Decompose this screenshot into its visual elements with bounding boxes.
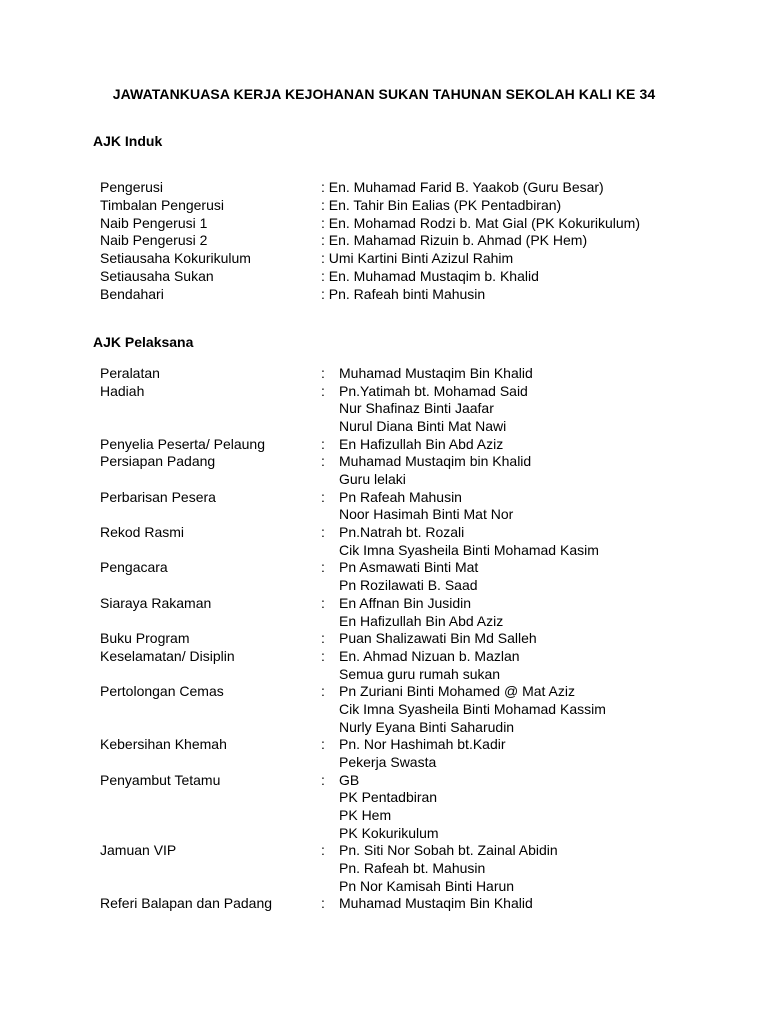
pelaksana-colon: : (321, 594, 325, 611)
pelaksana-member-value: Nurly Eyana Binti Saharudin (339, 718, 515, 735)
pelaksana-row (0, 383, 768, 401)
pelaksana-colon: : (321, 488, 325, 505)
induk-row (0, 286, 768, 304)
induk-member-value: : En. Mahamad Rizuin b. Ahmad (PK Hem) (321, 232, 588, 249)
pelaksana-member-value: PK Pentadbiran (339, 789, 438, 806)
pelaksana-member-value: Pn Rozilawati B. Saad (339, 577, 478, 594)
pelaksana-row (0, 825, 768, 843)
induk-row (0, 250, 768, 268)
pelaksana-member-value: Muhamad Mustaqim Bin Khalid (339, 895, 533, 912)
pelaksana-colon: : (321, 559, 325, 576)
pelaksana-row (0, 595, 768, 613)
pelaksana-row (0, 400, 768, 418)
pelaksana-colon: : (321, 435, 325, 452)
pelaksana-member-value: PK Kokurikulum (339, 824, 439, 841)
pelaksana-duty-label: Buku Program (100, 630, 190, 647)
pelaksana-colon: : (321, 683, 325, 700)
pelaksana-row (0, 736, 768, 754)
pelaksana-row (0, 719, 768, 737)
pelaksana-member-value: Cik Imna Syasheila Binti Mohamad Kasim (339, 541, 599, 558)
pelaksana-row (0, 842, 768, 860)
pelaksana-member-value: Muhamad Mustaqim bin Khalid (339, 453, 532, 470)
pelaksana-member-value: Pn. Siti Nor Sobah bt. Zainal Abidin (339, 842, 558, 859)
pelaksana-member-value: Cik Imna Syasheila Binti Mohamad Kassim (339, 700, 606, 717)
pelaksana-colon: : (321, 895, 325, 912)
pelaksana-row (0, 789, 768, 807)
pelaksana-colon: : (321, 771, 325, 788)
pelaksana-member-value: Pn. Nor Hashimah bt.Kadir (339, 736, 506, 753)
pelaksana-duty-label: Siaraya Rakaman (100, 594, 212, 611)
pelaksana-row (0, 701, 768, 719)
pelaksana-duty-label: Kebersihan Khemah (100, 736, 227, 753)
pelaksana-member-value: En Hafizullah Bin Abd Aziz (339, 435, 504, 452)
pelaksana-member-value: Pekerja Swasta (339, 753, 437, 770)
induk-row (0, 232, 768, 250)
pelaksana-duty-label: Referi Balapan dan Padang (100, 895, 273, 912)
induk-role-label: Bendahari (100, 285, 164, 302)
pelaksana-row (0, 683, 768, 701)
pelaksana-member-value: Nurul Diana Binti Mat Nawi (339, 418, 507, 435)
pelaksana-row (0, 860, 768, 878)
pelaksana-member-value: Pn.Natrah bt. Rozali (339, 524, 465, 541)
pelaksana-duty-label: Peralatan (100, 365, 160, 381)
pelaksana-row (0, 807, 768, 825)
pelaksana-member-value: Puan Shalizawati Bin Md Salleh (339, 630, 537, 647)
pelaksana-member-value: Pn Nor Kamisah Binti Harun (339, 877, 515, 894)
pelaksana-row (0, 666, 768, 684)
pelaksana-duty-label: Jamuan VIP (100, 842, 177, 859)
pelaksana-member-value: En Hafizullah Bin Abd Aziz (339, 612, 504, 629)
induk-role-label: Naib Pengerusi 2 (100, 232, 208, 249)
pelaksana-colon: : (321, 647, 325, 664)
pelaksana-member-value: Muhamad Mustaqim Bin Khalid (339, 365, 533, 381)
pelaksana-member-value: Semua guru rumah sukan (339, 665, 501, 682)
induk-member-value: : En. Muhamad Farid B. Yaakob (Guru Besar) (321, 179, 604, 195)
pelaksana-duty-label: Keselamatan/ Disiplin (100, 647, 235, 664)
pelaksana-member-value: Pn.Yatimah bt. Mohamad Said (339, 382, 528, 399)
pelaksana-row (0, 453, 768, 471)
pelaksana-row (0, 577, 768, 595)
induk-member-value: : En. Muhamad Mustaqim b. Khalid (321, 268, 539, 284)
induk-role-label: Timbalan Pengerusi (100, 196, 224, 213)
pelaksana-row (0, 365, 768, 383)
pelaksana-member-value: Pn. Rafeah bt. Mahusin (339, 860, 486, 877)
induk-row (0, 215, 768, 233)
pelaksana-duty-label: Perbarisan Pesera (100, 488, 216, 505)
pelaksana-duty-label: Rekod Rasmi (100, 524, 185, 541)
pelaksana-row (0, 613, 768, 631)
pelaksana-member-value: En. Ahmad Nizuan b. Mazlan (339, 647, 520, 664)
induk-member-value: : En. Mohamad Rodzi b. Mat Gial (PK Kokurikulum) (321, 214, 641, 231)
pelaksana-colon: : (321, 382, 325, 399)
pelaksana-colon: : (321, 524, 325, 541)
pelaksana-row (0, 471, 768, 489)
pelaksana-row (0, 630, 768, 648)
pelaksana-colon: : (321, 453, 325, 470)
pelaksana-colon: : (321, 736, 325, 753)
pelaksana-duty-label: Hadiah (100, 382, 145, 399)
pelaksana-row (0, 489, 768, 507)
pelaksana-member-value: Pn Asmawati Binti Mat (339, 559, 479, 576)
pelaksana-row (0, 418, 768, 436)
section-heading-pelaksana: AJK Pelaksana (93, 334, 194, 350)
document-title: JAWATANKUASA KERJA KEJOHANAN SUKAN TAHUNAN SEKOLAH KALI KE 34 (112, 86, 656, 102)
pelaksana-row (0, 754, 768, 772)
pelaksana-duty-label: Pertolongan Cemas (100, 683, 224, 700)
pelaksana-member-value: Pn Zuriani Binti Mohamed @ Mat Aziz (339, 683, 575, 700)
pelaksana-duty-label: Persiapan Padang (100, 453, 216, 470)
induk-row (0, 197, 768, 215)
pelaksana-duty-label: Penyambut Tetamu (100, 771, 221, 788)
pelaksana-member-value: PK Hem (339, 807, 392, 823)
induk-member-value: : Pn. Rafeah binti Mahusin (321, 285, 486, 302)
pelaksana-row (0, 524, 768, 542)
pelaksana-row (0, 648, 768, 666)
pelaksana-row (0, 772, 768, 790)
section-heading-induk: AJK Induk (93, 133, 163, 149)
induk-role-label: Setiausaha Kokurikulum (100, 250, 251, 267)
pelaksana-colon: : (321, 630, 325, 647)
pelaksana-row (0, 878, 768, 896)
pelaksana-member-value: Pn Rafeah Mahusin (339, 488, 462, 505)
induk-role-label: Pengerusi (100, 179, 164, 195)
induk-member-value: : Umi Kartini Binti Azizul Rahim (321, 250, 514, 267)
pelaksana-row (0, 895, 768, 913)
pelaksana-row (0, 542, 768, 560)
induk-row (0, 179, 768, 197)
pelaksana-colon: : (321, 365, 325, 381)
pelaksana-duty-label: Penyelia Peserta/ Pelaung (100, 435, 265, 452)
pelaksana-row (0, 436, 768, 454)
pelaksana-duty-label: Pengacara (100, 559, 168, 576)
pelaksana-row (0, 506, 768, 524)
pelaksana-member-value: Guru lelaki (339, 471, 406, 488)
induk-role-label: Naib Pengerusi 1 (100, 214, 208, 231)
pelaksana-member-value: Noor Hasimah Binti Mat Nor (339, 506, 514, 523)
pelaksana-member-value: En Affnan Bin Jusidin (339, 594, 472, 611)
induk-role-label: Setiausaha Sukan (100, 268, 214, 284)
induk-member-value: : En. Tahir Bin Ealias (PK Pentadbiran) (321, 196, 562, 213)
pelaksana-row (0, 559, 768, 577)
induk-row (0, 268, 768, 286)
pelaksana-colon: : (321, 842, 325, 859)
pelaksana-member-value: Nur Shafinaz Binti Jaafar (339, 400, 494, 417)
pelaksana-member-value: GB (339, 771, 360, 788)
